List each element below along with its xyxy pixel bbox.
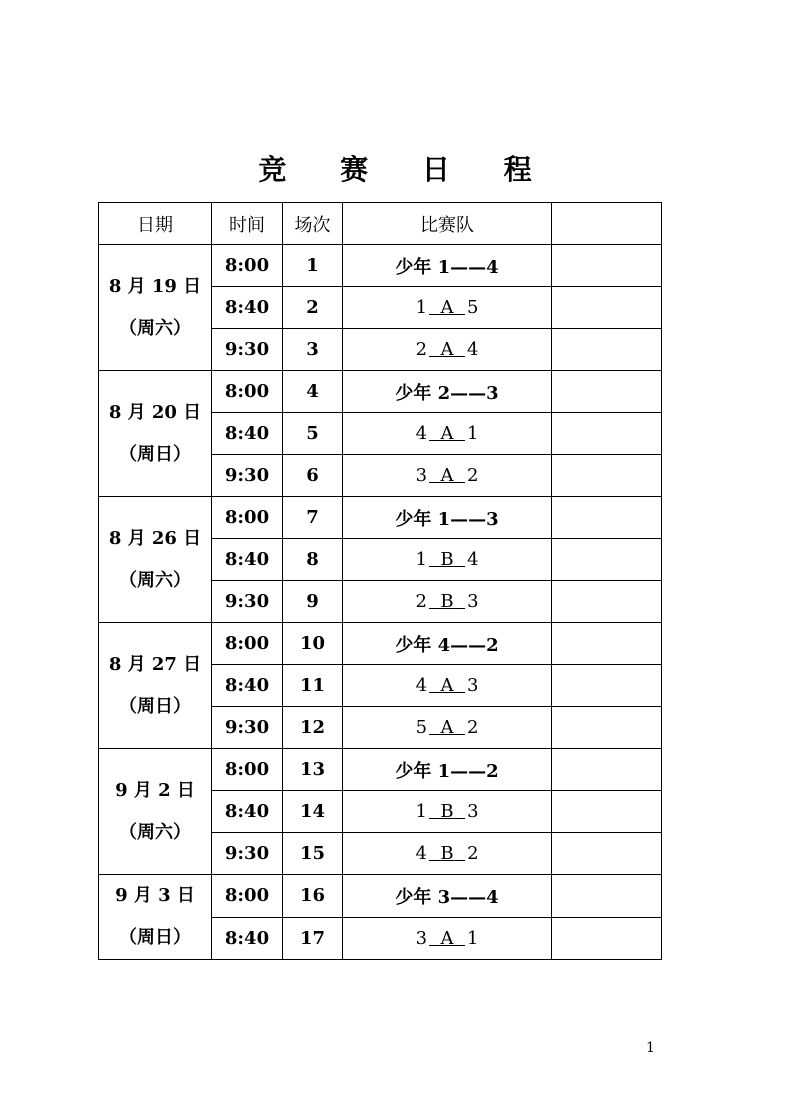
time-cell: 8:00 [212, 497, 283, 539]
team-left: 2 [415, 591, 427, 612]
match-number-cell: 14 [283, 791, 343, 833]
table-row [99, 245, 662, 287]
table-row [99, 875, 662, 918]
group-label: B [440, 591, 454, 612]
teams-cell [343, 791, 552, 833]
date-label: 9 月 2 日 [115, 779, 195, 801]
team-left: 3 [415, 927, 428, 949]
team-left: 1 [415, 801, 427, 822]
blank-cell [552, 329, 662, 371]
team-right: 3 [466, 675, 479, 696]
team-right: 1 [466, 423, 479, 444]
match-number-cell: 2 [283, 287, 343, 329]
team-right: 5 [466, 297, 479, 318]
time-cell: 8:40 [212, 413, 283, 455]
teams-cell [343, 539, 552, 581]
match-number-cell: 11 [283, 665, 343, 707]
teams-cell: 少年 1——3 [343, 497, 552, 539]
time-cell: 8:00 [212, 875, 283, 918]
teams-cell [343, 287, 552, 329]
schedule-table [98, 202, 662, 960]
group-label: A [440, 717, 454, 738]
page-number: 1 [646, 1040, 655, 1056]
team-left: 4 [415, 675, 428, 696]
group-label: B [440, 801, 454, 822]
teams-cell [343, 329, 552, 371]
teams-cell [343, 413, 552, 455]
time-cell: 8:00 [212, 623, 283, 665]
time-cell: 8:40 [212, 917, 283, 960]
time-cell: 9:30 [212, 455, 283, 497]
group-label: A [440, 297, 454, 318]
time-cell: 9:30 [212, 707, 283, 749]
group-label: A [440, 927, 454, 949]
time-cell: 8:00 [212, 245, 283, 287]
date-label: 8 月 19 日 [108, 275, 202, 297]
blank-cell [552, 497, 662, 539]
match-number-cell: 7 [283, 497, 343, 539]
time-cell: 9:30 [212, 833, 283, 875]
weekday-label: （周六） [119, 317, 191, 339]
blank-cell [552, 287, 662, 329]
teams-cell: 少年 2——3 [343, 371, 552, 413]
date-label: 8 月 26 日 [108, 527, 202, 549]
match-number-cell: 5 [283, 413, 343, 455]
teams-cell: 少年 1——2 [343, 749, 552, 791]
teams-cell: 少年 3——4 [343, 875, 552, 918]
match-number-cell: 1 [283, 245, 343, 287]
match-number-cell: 15 [283, 833, 343, 875]
date-cell [99, 245, 212, 371]
team-right: 1 [466, 927, 479, 949]
blank-cell [552, 833, 662, 875]
match-number-cell: 8 [283, 539, 343, 581]
group-label: B [440, 843, 454, 864]
blank-cell [552, 581, 662, 623]
blank-cell [552, 749, 662, 791]
match-number-cell: 13 [283, 749, 343, 791]
team-left: 1 [415, 297, 428, 318]
group-label: B [440, 549, 454, 570]
team-left: 2 [415, 339, 428, 360]
weekday-label: （周日） [119, 927, 191, 948]
teams-cell [343, 917, 552, 960]
date-cell [99, 371, 212, 497]
time-cell: 8:00 [212, 749, 283, 791]
table-row [99, 749, 662, 791]
match-number-cell: 17 [283, 917, 343, 960]
time-cell: 9:30 [212, 581, 283, 623]
match-number-cell: 10 [283, 623, 343, 665]
match-number-cell: 16 [283, 875, 343, 918]
date-label: 8 月 27 日 [108, 653, 202, 675]
team-right: 3 [467, 801, 479, 822]
blank-cell [552, 371, 662, 413]
date-label: 9 月 3 日 [115, 885, 195, 906]
weekday-label: （周六） [119, 569, 191, 591]
match-number-cell: 4 [283, 371, 343, 413]
table-row [99, 371, 662, 413]
weekday-label: （周日） [119, 443, 191, 465]
match-number-cell: 3 [283, 329, 343, 371]
group-label: A [440, 675, 454, 696]
date-cell [99, 749, 212, 875]
blank-cell [552, 707, 662, 749]
weekday-label: （周日） [119, 695, 191, 717]
header-blank [552, 203, 662, 245]
table-row [99, 623, 662, 665]
table-row [99, 497, 662, 539]
team-right: 3 [467, 591, 479, 612]
team-left: 4 [415, 843, 427, 864]
teams-cell [343, 455, 552, 497]
match-number-cell: 12 [283, 707, 343, 749]
header-date: 日期 [99, 203, 212, 245]
teams-cell [343, 665, 552, 707]
team-right: 4 [467, 549, 479, 570]
team-left: 5 [415, 717, 428, 738]
header-time: 时间 [212, 203, 283, 245]
teams-cell [343, 707, 552, 749]
team-left: 1 [415, 549, 427, 570]
weekday-label: （周六） [119, 821, 191, 843]
blank-cell [552, 665, 662, 707]
blank-cell [552, 455, 662, 497]
team-left: 4 [415, 423, 428, 444]
group-label: A [440, 423, 454, 444]
date-cell [99, 497, 212, 623]
blank-cell [552, 623, 662, 665]
time-cell: 8:40 [212, 287, 283, 329]
time-cell: 8:40 [212, 665, 283, 707]
time-cell: 8:00 [212, 371, 283, 413]
match-number-cell: 6 [283, 455, 343, 497]
teams-cell: 少年 4——2 [343, 623, 552, 665]
blank-cell [552, 791, 662, 833]
teams-cell [343, 833, 552, 875]
group-label: A [440, 339, 454, 360]
team-right: 2 [466, 465, 479, 486]
page-title: 竞 赛 日 程 [258, 153, 554, 186]
header-row [99, 203, 662, 245]
header-match-number: 场次 [283, 203, 343, 245]
team-right: 2 [467, 843, 479, 864]
header-teams: 比赛队 [343, 203, 552, 245]
time-cell: 8:40 [212, 791, 283, 833]
date-label: 8 月 20 日 [108, 401, 202, 423]
team-right: 4 [466, 339, 479, 360]
date-cell [99, 623, 212, 749]
date-cell [99, 875, 212, 960]
teams-cell [343, 581, 552, 623]
team-right: 2 [466, 717, 479, 738]
blank-cell [552, 539, 662, 581]
blank-cell [552, 875, 662, 918]
teams-cell: 少年 1——4 [343, 245, 552, 287]
blank-cell [552, 413, 662, 455]
time-cell: 9:30 [212, 329, 283, 371]
match-number-cell: 9 [283, 581, 343, 623]
blank-cell [552, 245, 662, 287]
group-label: A [440, 465, 454, 486]
team-left: 3 [415, 465, 428, 486]
blank-cell [552, 917, 662, 960]
schedule-body [99, 245, 662, 960]
time-cell: 8:40 [212, 539, 283, 581]
